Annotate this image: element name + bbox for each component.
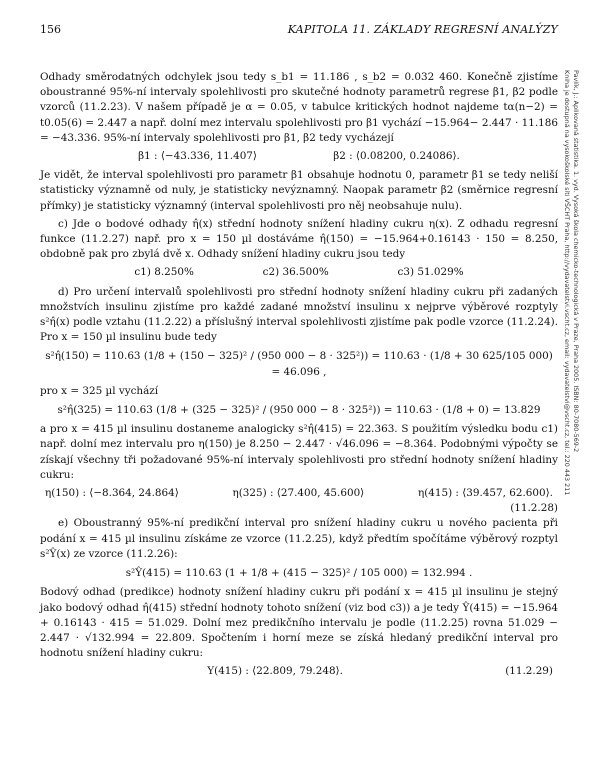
paragraph-prediction-result: Bodový odhad (predikce) hodnoty snížení hladiny cukru při podání x = 415 µl insulinu je stejný jako bodový odhad η̂(415) střední hodnoty tohoto snížení (viz bod c3)) a je tedy Ŷ(415) = −15.964 + 0.16143 · 415 = 51.029. Dolní mez predikčního intervalu je podle (11.2.25) rovna 51.029 − 2.447 · √132.994 = 22.809. Spočtením i horní meze se získá hledaný predikční interval pro hodnotu snížení hladiny cukru: (40, 586, 558, 660)
beta-intervals (40, 149, 558, 164)
paragraph-std-dev: Odhady směrodatných odchylek jsou tedy s_b1 = 11.186 , s_b2 = 0.032 460. Konečně zjistíme oboustranné 95%-ní intervaly spolehlivosti pro skutečné hodnoty parametrů regrese β1, β2 podle vzorců (11.2.23). V našem případě je α = 0.05, v tabulce kritických hodnot najdeme tα(n−2) = t0.05(6) = 2.447 a např. dolní mez intervalu spolehlivosti pro β1 vychází −15.964− 2.447 · 11.186 = −43.336. 95%-ní intervaly spolehlivosti pro β1, β2 tedy vycházejí (40, 71, 558, 144)
running-head: KAPITOLA 11. ZÁKLADY REGRESNÍ ANALÝZY (287, 23, 558, 36)
ci-eta-150: η(150) : ⟨−8.364, 24.864⟩ (45, 487, 179, 500)
eta-intervals (40, 486, 558, 501)
result-c2: c2) 36.500% (262, 266, 329, 279)
equation-variance-150: s²η̂(150) = 110.63 (1/8 + (150 − 325)² / (950 000 − 8 · 325²)) = 110.63 · (1/8 + 30 625/105 000) = 46.096 , (45, 350, 553, 378)
paragraph-point-estimates: c) Jde o bodové odhady η̂(x) střední hodnoty snížení hladiny cukru η(x). Z odhadu regresní funkce (11.2.27) např. pro x = 150 µl dostáváme η̂(150) = −15.964+0.16143 · 150 = 8.250, obdobně pak pro zbylá dvě x. Odhady snížení hladiny cukru jsou tedy (40, 217, 558, 261)
equation-number-11-2-29: (11.2.29) (505, 665, 553, 678)
sidebar-line-1: Pavlík, J.: Aplikovaná statistika. 1. vyd. Vysoká škola chemicko-technologická v Praze, Praha 2005. ISBN: 80-7080-569-2 (572, 70, 580, 453)
point-estimate-results (40, 265, 558, 280)
ci-beta1: β1 : ⟨−43.336, 11.407⟩ (138, 150, 257, 163)
page-number: 156 (40, 23, 61, 36)
copyright-sidebar (556, 70, 584, 570)
paragraph-x415: a pro x = 415 µl insulinu dostaneme analogicky s²η̂(415) = 22.363. S použitím výsledku bodu c1) např. dolní mez intervalu pro η(150) je 8.250 − 2.447 · √46.096 = −8.364. Podobnými výpočty se získají všechny tři požadované 95%-ní intervaly spolehlivosti pro střední hodnoty snížení hladiny cukru: (40, 423, 558, 481)
paragraph-x325: pro x = 325 µl vychází (40, 384, 159, 397)
page-header (40, 22, 558, 38)
paragraph-significance: Je vidět, že interval spolehlivosti pro parametr β1 obsahuje hodnotu 0, parametr β1 se tedy neliší statisticky významně od nuly, je statisticky nevýznamný. Naopak parametr β2 (směrnice regresní přímky) je statisticky významný (interval spolehlivosti pro něj neobsahuje nulu). (40, 169, 558, 212)
prediction-interval-row (40, 664, 558, 679)
equation-variance-325: s²η̂(325) = 110.63 (1/8 + (325 − 325)² / (950 000 − 8 · 325²)) = 110.63 · (1/8 + 0) = 13.829 (57, 404, 541, 417)
ci-beta2: β2 : ⟨0.08200, 0.24086⟩. (333, 150, 460, 163)
prediction-interval: Y(415) : ⟨22.809, 79.248⟩. (207, 665, 343, 678)
equation-number-11-2-28: (11.2.28) (510, 502, 558, 515)
equation-prediction-variance: s²Ŷ(415) = 110.63 (1 + 1/8 + (415 − 325)² / 105 000) = 132.994 . (125, 567, 473, 580)
ci-eta-325: η(325) : ⟨27.400, 45.600⟩ (232, 487, 365, 500)
result-c3: c3) 51.029% (397, 266, 464, 279)
paragraph-confidence-intervals: d) Pro určení intervalů spolehlivosti pro střední hodnoty snížení hladiny cukru při zadaných množstvích insulinu zjistíme pro každé zadané množství insulinu x nejprve výběrové rozptyly s²η̂(x) podle vztahu (11.2.22) a příslušný interval spolehlivosti zjistíme pak podle vzorce (11.2.24). Pro x = 150 µl insulinu bude tedy (40, 285, 558, 344)
page-body (40, 70, 558, 680)
ci-eta-415: η(415) : ⟨39.457, 62.600⟩. (417, 487, 553, 500)
sidebar-line-2: Kniha je dostupná na vysokoškolské síti VŠCHT Praha, http://vydavatelstvi.vscht.cz, email: vydavatelstvi@vscht.cz, tel.: 220 443 211 (563, 70, 571, 496)
paragraph-prediction-interval: e) Oboustranný 95%-ní predikční interval pro snížení hladiny cukru u nového pacienta při podání x = 415 µl insulinu získáme ze vzorce (11.2.25), když předtím spočítáme výběrový rozptyl s²Ŷ(x) ze vzorce (11.2.26): (40, 517, 558, 560)
result-c1: c1) 8.250% (134, 266, 194, 279)
